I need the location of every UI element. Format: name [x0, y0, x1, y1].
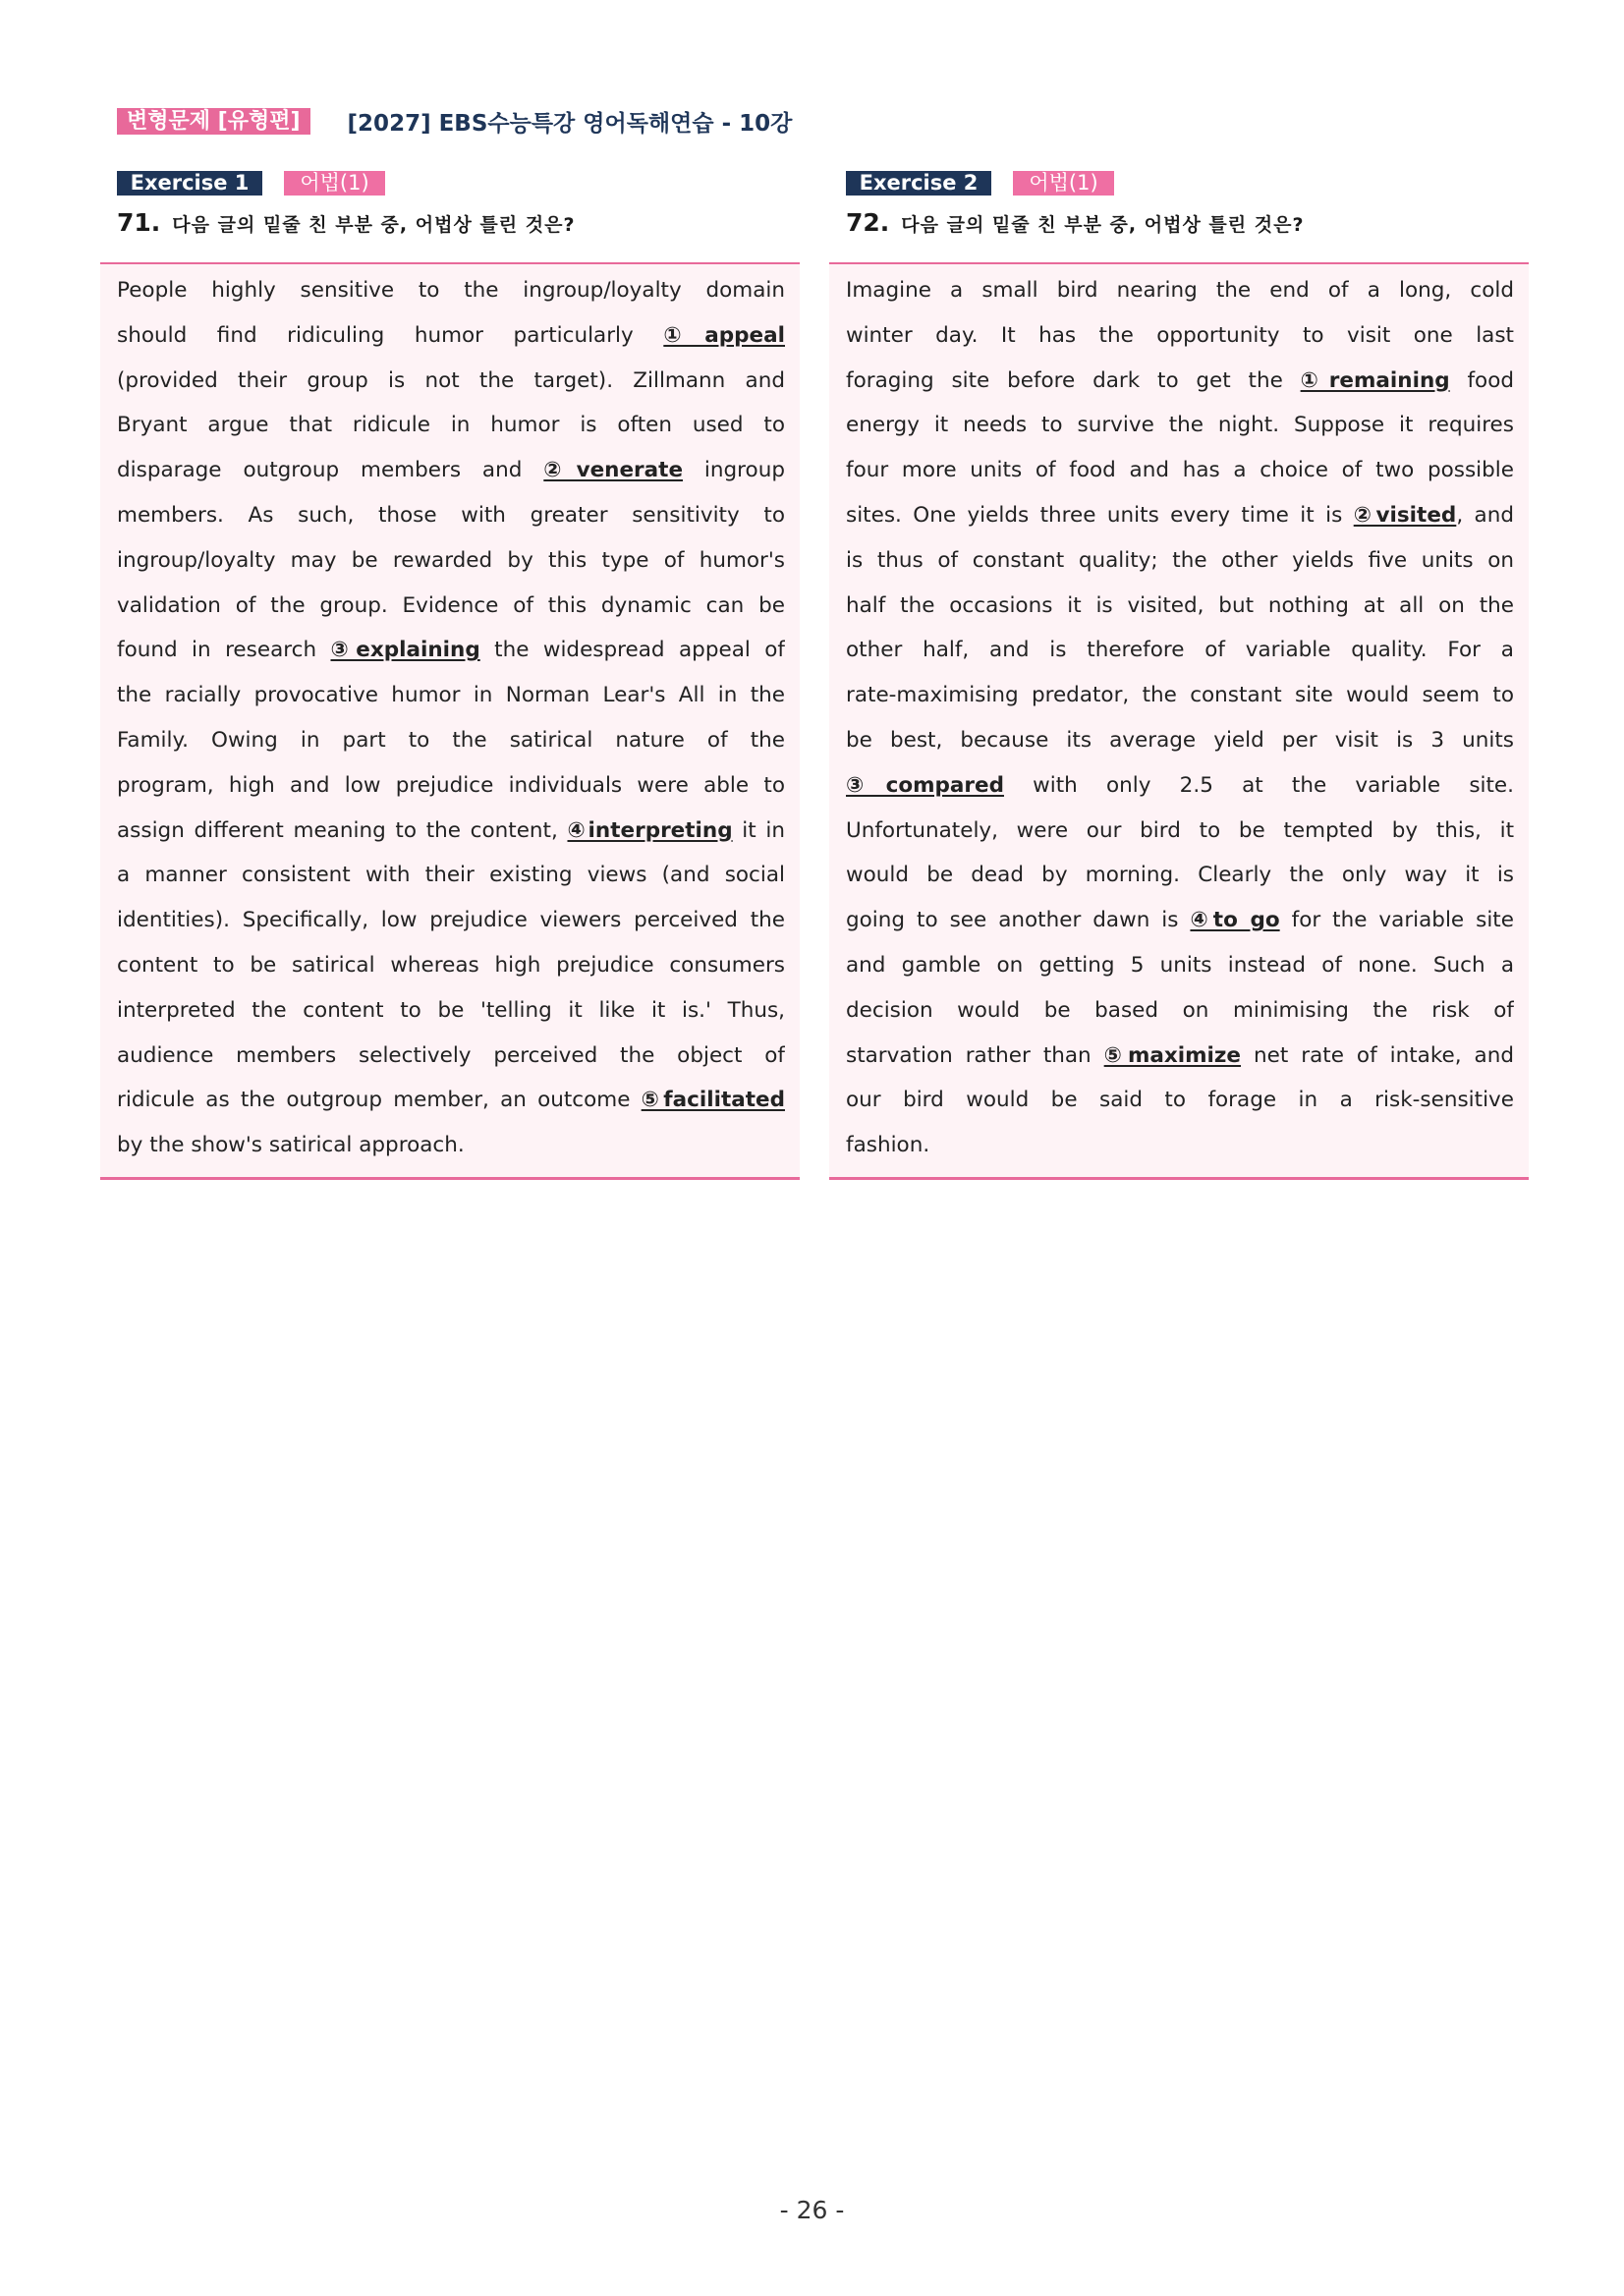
passage-text-segment: the widespread appeal of: [479, 638, 785, 663]
passage-text-segment: , and: [1456, 502, 1514, 528]
passage-line: [846, 403, 1514, 448]
passage-line: [117, 628, 785, 673]
passage-text-segment: program, high and low prejudice individuals were able to: [117, 772, 785, 798]
question-text: 다음 글의 밑줄 친 부분 중, 어법상 틀린 것은?: [172, 214, 576, 236]
page-number: - 26 -: [779, 2196, 845, 2224]
passage-line: [846, 313, 1514, 359]
passage-text-segment: rate-maximising predator, the constant site would seem to: [846, 683, 1514, 708]
passage-text-segment: a manner consistent with their existing views (and social: [117, 863, 785, 888]
passage-text-segment: members. As such, those with greater sensitivity to: [117, 502, 785, 528]
underlined-choice: ④to go: [1190, 908, 1280, 933]
passage-line: [117, 584, 785, 629]
passage-text-segment: be best, because its average yield per visit is 3 units: [846, 727, 1514, 753]
passage-text-segment: our bird would be said to forage in a risk-sensitive: [846, 1088, 1514, 1113]
passage-text-segment: Family. Owing in part to the satirical nature of the: [117, 727, 785, 753]
passage-text-segment: four more units of food and has a choice of two possible: [846, 458, 1514, 483]
underlined-choice: ③explaining: [330, 638, 480, 663]
passage-text-segment: with only 2.5 at the variable site.: [1003, 772, 1514, 798]
passage-line: [117, 853, 785, 898]
underlined-choice: ⑤maximize: [1103, 1042, 1242, 1068]
passage-line: [117, 493, 785, 538]
passage-line: [117, 988, 785, 1034]
passage-line: [117, 1078, 785, 1123]
underlined-choice: ②venerate: [543, 458, 684, 483]
underlined-choice: ④interpreting: [567, 817, 733, 843]
passage-line: [117, 1034, 785, 1079]
passage-text-segment: starvation rather than: [846, 1042, 1104, 1068]
passage-text-segment: the racially provocative humor in Norman Lear's All in the: [117, 683, 785, 708]
passage-text-segment: half the occasions it is visited, but nothing at all on the: [846, 592, 1514, 618]
passage-text-segment: energy it needs to survive the night. Suppose it requires: [846, 413, 1514, 438]
passage-line: [117, 763, 785, 809]
passage-line: [117, 718, 785, 763]
passage-text-segment: Unfortunately, were our bird to be tempted by this, it: [846, 817, 1514, 843]
passage-text-segment: (provided their group is not the target). Zillmann and: [117, 367, 785, 393]
passage-text-segment: decision would be based on minimising the risk of: [846, 997, 1514, 1023]
passage-line: [846, 359, 1514, 404]
exercise-labels: [117, 171, 385, 196]
exercise-label: Exercise 2: [846, 171, 991, 196]
passage-text-segment: Imagine a small bird nearing the end of a long, cold: [846, 278, 1514, 303]
passage-line: [846, 988, 1514, 1034]
passage-text-segment: fashion.: [846, 1133, 930, 1158]
passage-line: [846, 853, 1514, 898]
passage-line: [117, 403, 785, 448]
passage-line: [846, 268, 1514, 313]
passage-text-segment: audience members selectively perceived the object of: [117, 1042, 785, 1068]
passage-line: [846, 448, 1514, 493]
passage-line: [846, 584, 1514, 629]
underlined-choice: ①remaining: [1300, 367, 1450, 393]
worksheet-type-tag: 변형문제 [유형편]: [117, 108, 310, 135]
passage-line: [846, 898, 1514, 943]
passage-line: [846, 1034, 1514, 1079]
passage-line: [846, 673, 1514, 718]
underlined-choice: ⑤facilitated: [641, 1088, 785, 1113]
passage-text-segment: interpreted the content to be 'telling it like it is.' Thus,: [117, 997, 785, 1023]
passage-line: [117, 313, 785, 359]
passage-text-segment: food: [1449, 367, 1514, 393]
passage-text-segment: foraging site before dark to get the: [846, 367, 1301, 393]
passage-text-segment: disparage outgroup members and: [117, 458, 544, 483]
passage-text-segment: Bryant argue that ridicule in humor is often used to: [117, 413, 785, 438]
passage-line: [846, 628, 1514, 673]
passage-line: [846, 538, 1514, 584]
passage-text-segment: found in research: [117, 638, 331, 663]
passage-line: [117, 1123, 785, 1168]
passage-text-segment: assign different meaning to the content,: [117, 817, 568, 843]
passage-line: [117, 448, 785, 493]
passage-line: [846, 943, 1514, 988]
passage-line: [846, 1078, 1514, 1123]
passage-text-segment: and gamble on getting 5 units instead of none. Such a: [846, 952, 1514, 978]
exercise-labels: [846, 171, 1114, 196]
passage-text-segment: net rate of intake, and: [1241, 1042, 1514, 1068]
passage-text-segment: is thus of constant quality; the other yields five units on: [846, 547, 1514, 573]
question-heading: [846, 208, 1304, 244]
passage-text-segment: sites. One yields three units every time it is: [846, 502, 1354, 528]
page-header: [117, 104, 792, 138]
passage-box: [829, 262, 1529, 1180]
passage-line: [846, 493, 1514, 538]
passage-line: [117, 809, 785, 854]
passage-text-segment: it in: [732, 817, 785, 843]
passage-text-segment: ingroup/loyalty may be rewarded by this type of humor's: [117, 547, 785, 573]
question-text: 다음 글의 밑줄 친 부분 중, 어법상 틀린 것은?: [901, 214, 1305, 236]
passage-line: [117, 943, 785, 988]
passage-text: [846, 268, 1514, 1168]
underlined-choice: ③compared: [846, 772, 1004, 798]
passage-text-segment: would be dead by morning. Clearly the only way it is: [846, 863, 1514, 888]
passage-line: [846, 763, 1514, 809]
passage-text-segment: ridicule as the outgroup member, an outcome: [117, 1088, 642, 1113]
passage-text-segment: for the variable site: [1279, 908, 1514, 933]
passage-text-segment: by the show's satirical approach.: [117, 1133, 465, 1158]
passage-text-segment: other half, and is therefore of variable quality. For a: [846, 638, 1514, 663]
passage-text-segment: identities). Specifically, low prejudice viewers perceived the: [117, 908, 785, 933]
passage-text-segment: validation of the group. Evidence of this dynamic can be: [117, 592, 785, 618]
passage-line: [117, 898, 785, 943]
category-label: 어법(1): [284, 171, 385, 196]
exercise-label: Exercise 1: [117, 171, 262, 196]
passage-text-segment: going to see another dawn is: [846, 908, 1191, 933]
passage-text-segment: ingroup: [683, 458, 785, 483]
question-number: 72.: [846, 208, 890, 237]
passage-line: [117, 673, 785, 718]
category-label: 어법(1): [1013, 171, 1114, 196]
passage-text-segment: content to be satirical whereas high prejudice consumers: [117, 952, 785, 978]
passage-line: [846, 718, 1514, 763]
passage-line: [117, 538, 785, 584]
passage-text-segment: People highly sensitive to the ingroup/loyalty domain: [117, 278, 785, 303]
passage-line: [117, 359, 785, 404]
question-heading: [117, 208, 575, 244]
passage-text: [117, 268, 785, 1168]
underlined-choice: ②visited: [1353, 502, 1457, 528]
passage-text-segment: should find ridiculing humor particularly: [117, 322, 664, 348]
passage-text-segment: winter day. It has the opportunity to visit one last: [846, 322, 1514, 348]
passage-box: [100, 262, 800, 1180]
passage-line: [846, 1123, 1514, 1168]
question-number: 71.: [117, 208, 161, 237]
worksheet-title: [2027] EBS수능특강 영어독해연습 - 10강: [347, 110, 793, 137]
passage-line: [846, 809, 1514, 854]
underlined-choice: ①appeal: [663, 322, 785, 348]
passage-line: [117, 268, 785, 313]
